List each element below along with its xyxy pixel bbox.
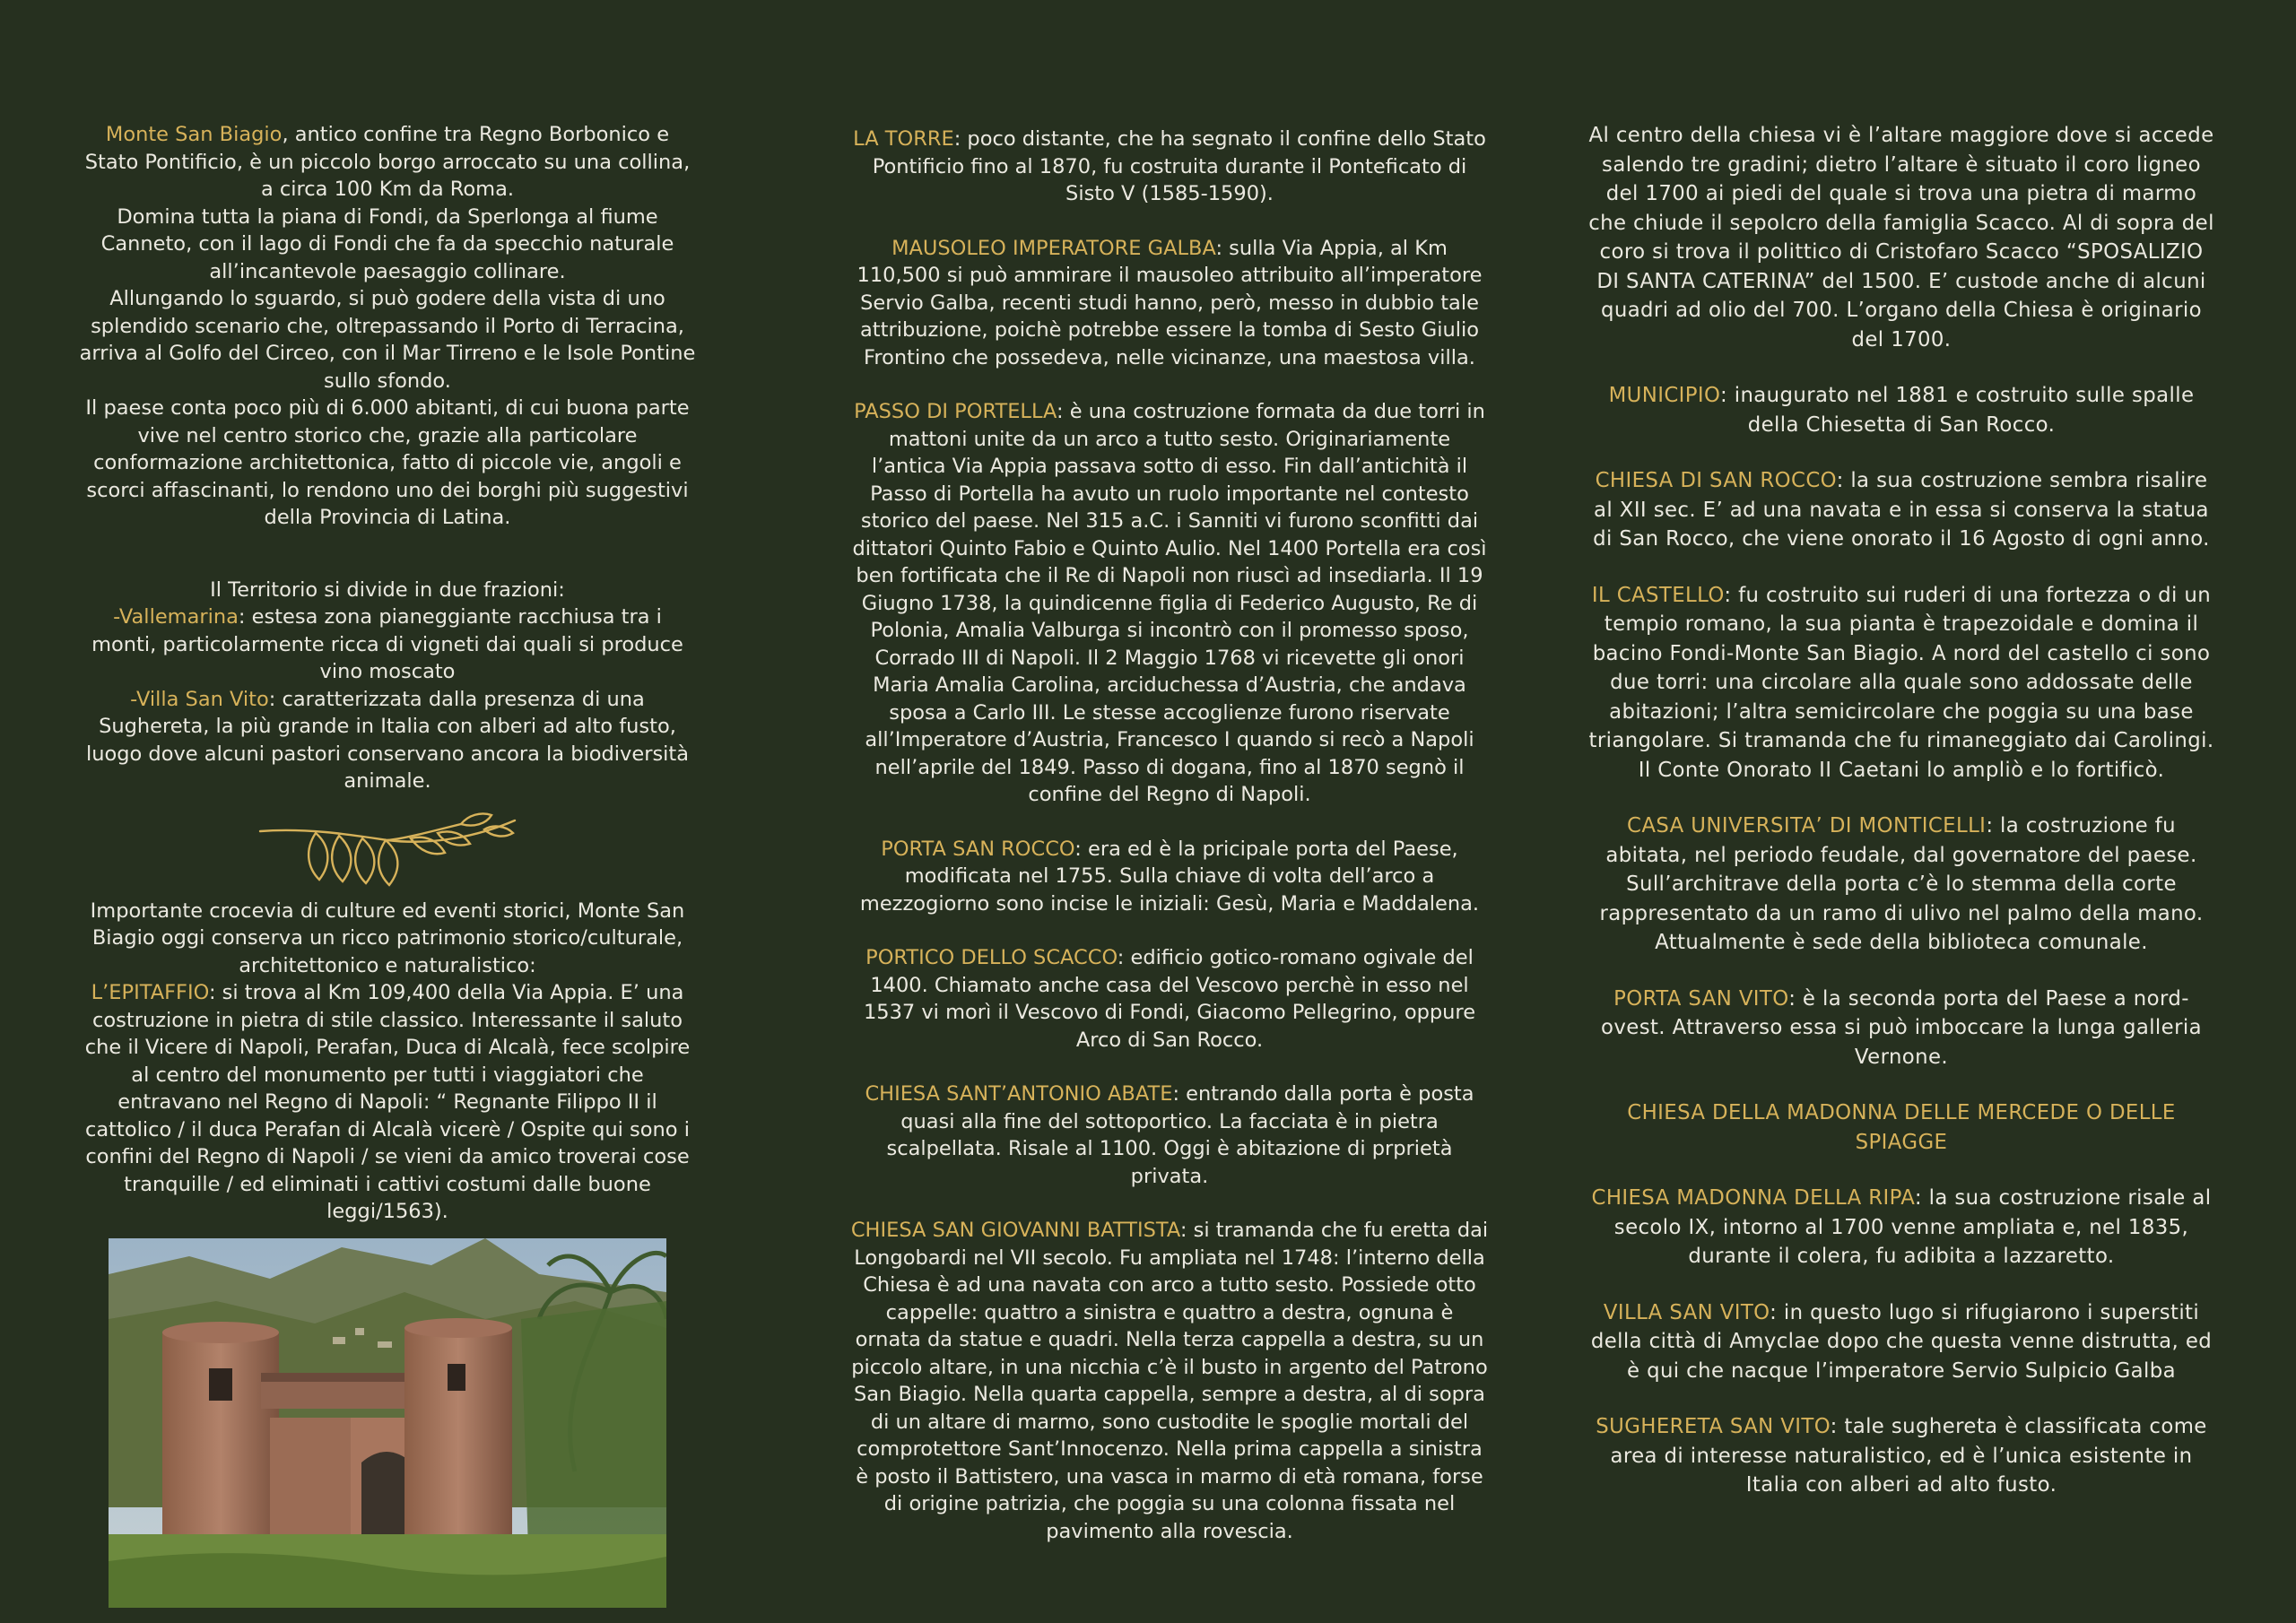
frazione-vallemarina-text: : estesa zona pianeggiante racchiusa tra i monti, particolarmente ricca di vigneti dai quali si produce vino moscato [91, 605, 683, 683]
entry-la-torre [850, 126, 1489, 208]
piana-paragraph: Domina tutta la piana di Fondi, da Sperlonga al fiume Canneto, con il lago di Fondi che fa da specchio naturale all’incantevole paesaggio collinare. [100, 204, 674, 283]
abitanti-paragraph: Il paese conta poco più di 6.000 abitanti, di cui buona parte vive nel centro storico che, grazie alla particolare conformazione architettonica, fatto di piccole vie, angoli e scorci affascinanti, lo rendono uno dei borghi più suggestivi della Provincia di Latina. [85, 396, 690, 529]
entry-casa-universita [1587, 812, 2215, 958]
entry-title: CHIESA SANT’ANTONIO ABATE [865, 1082, 1173, 1106]
frazione-vallemarina [79, 603, 696, 686]
frazione-villa-san-vito-name: -Villa San Vito [130, 687, 269, 711]
epitaffio-text: : si trova al Km 109,400 della Via Appia. E’ una costruzione in pietra di stile classico. Interessante il saluto che il Vicere di Napoli, Perafan, Duca di Alcalà, fece scolpire al centro del monumento per tutti i viaggiatori che entravano nel Regno di Napoli: “ Regnante Filippo II il cattolico / il duca Perafan di Alcalà vicerè / Ospite qui sono i confini del Regno di Napoli / se vieni da amico troverai cose tranquille / ed eliminati i cattivi costumi dalle buone leggi/1563). [84, 981, 691, 1223]
entry-title: MUNICIPIO [1608, 384, 1720, 407]
entry-title: PORTA SAN VITO [1613, 986, 1789, 1011]
entry-title: SUGHERETA SAN VITO [1596, 1415, 1831, 1438]
column-right [1587, 121, 2215, 1500]
entry-chiesa-san-giovanni [850, 1217, 1489, 1545]
entry-sughereta-san-vito [1587, 1412, 2215, 1500]
frazione-villa-san-vito [79, 686, 696, 795]
entry-chiesa-sant-antonio [850, 1081, 1489, 1190]
entry-text: : sulla Via Appia, al Km 110,500 si può ammirare il mausoleo attribuito all’imperatore Servio Galba, recenti studi hanno, però, messo in dubbio tale attribuzione, poichè potrebbe essere la tomba di Sesto Giulio Frontino che possedeva, nelle vicinanze, una maestosa villa. [857, 236, 1483, 369]
entry-title: CASA UNIVERSITA’ DI MONTICELLI [1627, 814, 1987, 838]
column-middle [850, 126, 1489, 1545]
entry-text: : poco distante, che ha segnato il confine dello Stato Pontificio fino al 1870, fu costruita durante il Ponteficato di Sisto V (1585-1590). [872, 127, 1486, 205]
entry-passo-di-portella [850, 398, 1489, 809]
territorio-heading: Il Territorio si divide in due frazioni: [210, 577, 565, 602]
entry-il-castello [1587, 581, 2215, 785]
entry-porta-san-rocco [850, 836, 1489, 918]
olive-branch-icon [253, 804, 522, 887]
entry-text: : in questo lugo si rifugiarono i superstiti della città di Amyclae dopo che questa venne distrutta, ed è qui che nacque l’imperatore Servio Sulpicio Galba [1590, 1300, 2213, 1383]
entry-text: : è una costruzione formata da due torri in mattoni unite da un arco a tutto sesto. Originariamente l’antica Via Appia passava sotto di esso. Fin dall’antichità il Passo di Portella ha avuto un ruolo importante nel contesto storico del paese. Nel 315 a.C. i Sanniti vi furono sconfitti dai dittatori Quinto Fabio e Quinto Aulio. Nel 1400 Portella era così ben fortificata che il Re di Napoli non riuscì ad insediarla. Il 19 Giugno 1738, la quindicenne figlia di Federico Augusto, Re di Polonia, Amalia Valburga si incontrò con il promesso sposo, Corrado III di Napoli. Il 2 Maggio 1768 vi ricevette gli onori Maria Amalia Carolina, arciduchessa d’Austria, che andava sposa a Carlo III. Le stesse accoglienze furono riservate all’Imperatore d’Austria, Francesco I quando si recò a Napoli nell’aprile del 1849. Passo di dogana, fino al 1870 segnò il confine del Regno di Napoli. [852, 400, 1487, 806]
entry-title: CHIESA DI SAN ROCCO [1595, 469, 1837, 492]
entry-chiesa-madonna-mercede [1587, 1098, 2215, 1157]
altare-paragraph: Al centro della chiesa vi è l’altare maggiore dove si accede salendo tre gradini; dietro l’altare è situato il coro ligneo del 1700 ai piedi del quale si trova una pietra di marmo che chiude il sepolcro della famiglia Scacco. Al di sopra del coro si trova il polittico di Cristofaro Scacco “SPOSALIZIO DI SANTA CATERINA” del 1500. E’ custode anche di alcuni quadri ad olio del 700. L’organo della Chiesa è originario del 1700. [1588, 124, 2214, 352]
entry-text: : la costruzione fu abitata, nel periodo feudale, dal governatore del paese. Sull’architrave della porta c’è lo stemma della corte rappresentato da un ramo di ulivo nel palmo della mano. Attualmente è sede della biblioteca comunale. [1599, 814, 2204, 954]
entry-title: LA TORRE [853, 127, 954, 151]
entry-text: : entrando dalla porta è posta quasi alla fine del sottoportico. La facciata è in pietra scalpellata. Risale al 1100. Oggi è abitazione di prprietà privata. [886, 1082, 1474, 1188]
entry-chiesa-san-rocco [1587, 466, 2215, 554]
entry-text: : è la seconda porta del Paese a nord-ovest. Attraverso essa si può imboccare la lunga galleria Vernone. [1601, 986, 2202, 1069]
passo-di-portella-photo [109, 1238, 666, 1608]
entry-text: : tale sughereta è classificata come area di interesse naturalistico, ed è l’unica esistente in Italia con alberi ad alto fusto. [1610, 1415, 2207, 1497]
entry-title: CHIESA SAN GIOVANNI BATTISTA [850, 1219, 1180, 1242]
entry-porta-san-vito [1587, 985, 2215, 1072]
frazione-villa-san-vito-text: : caratterizzata dalla presenza di una Sughereta, la più grande in Italia con alberi ad alto fusto, luogo dove alcuni pastori conservano ancora la biodiversità animale. [85, 687, 690, 793]
column-left [79, 121, 696, 1608]
entry-text: : si tramanda che fu eretta dai Longobardi nel VII secolo. Fu ampliata nel 1748: l’interno della Chiesa è ad una navata con arco a tutto sesto. Possiede otto cappelle: quattro a sinistra e quattro a destra, ognuna è ornata da statue e quadri. Nella terza cappella a destra, su un piccolo altare, in una nicchia c’è il busto in argento del Patrono San Biagio. Nella quarta cappella, sempre a destra, al di sopra di un altare di marmo, sono custodite le spoglie mortali del comprotettore Sant’Innocenzo. Nella prima cappella a sinistra è posto il Battistero, una vasca in marmo di età romana, forse di origine patrizia, che poggia su una colonna fissata nel pavimento alla rovescia. [851, 1219, 1489, 1543]
epitaffio-paragraph [79, 979, 696, 1226]
entry-text: : edificio gotico-romano ogivale del 1400. Chiamato anche casa del Vescovo perchè in esso nel 1537 vi morì il Vescovo di Fondi, Giacomo Pellegrino, oppure Arco di San Rocco. [863, 946, 1476, 1052]
entry-title: PORTA SAN ROCCO [881, 837, 1075, 861]
entry-title: PORTICO DELLO SCACCO [865, 946, 1118, 969]
entry-text: : la sua costruzione risale al secolo IX, intorno al 1700 venne ampliata e, nel 1835, durante il colera, fu adibita a lazzaretto. [1613, 1186, 2212, 1268]
frazione-vallemarina-name: -Vallemarina [113, 605, 239, 629]
intro-text: , antico confine tra Regno Borbonico e Stato Pontificio, è un piccolo borgo arroccato su una collina, a circa 100 Km da Roma. [84, 123, 691, 201]
entry-title: CHIESA DELLA MADONNA DELLE MERCEDE O DELLE SPIAGGE [1627, 1101, 2176, 1154]
entry-municipio [1587, 381, 2215, 439]
entry-portico-dello-scacco [850, 944, 1489, 1054]
entry-mausoleo-galba [850, 235, 1489, 372]
entry-title: IL CASTELLO [1591, 583, 1725, 607]
sguardo-paragraph: Allungando lo sguardo, si può godere della vista di uno splendido scenario che, oltrepassando il Porto di Terracina, arriva al Golfo del Circeo, con il Mar Tirreno e le Isole Pontine sullo sfondo. [79, 287, 696, 393]
entry-chiesa-madonna-ripa [1587, 1184, 2215, 1271]
entry-title: VILLA SAN VITO [1603, 1300, 1770, 1324]
entry-text: : era ed è la pricipale porta del Paese, modificata nel 1755. Sulla chiave di volta dell’arco a mezzogiorno sono incise le iniziali: Gesù, Maria e Maddalena. [859, 837, 1480, 916]
intro-name: Monte San Biagio [105, 123, 283, 146]
intro-paragraph [79, 121, 696, 204]
entry-text: : inaugurato nel 1881 e costruito sulle spalle della Chiesetta di San Rocco. [1720, 384, 2195, 437]
epitaffio-name: L’EPITAFFIO [91, 981, 209, 1004]
entry-text: : fu costruito sui ruderi di una fortezza o di un tempio romano, la sua pianta è trapezoidale e domina il bacino Fondi-Monte San Biagio. A nord del castello ci sono due torri: una circolare alla quale sono addossate delle abitazioni; l’altra semicircolare che poggia su una base triangolare. Si tramanda che fu rimaneggiato dai Carolingi. Il Conte Onorato II Caetani lo ampliò e lo fortificò. [1588, 583, 2214, 782]
entry-title: CHIESA MADONNA DELLA RIPA [1591, 1186, 1915, 1210]
crocevia-paragraph: Importante crocevia di culture ed eventi storici, Monte San Biagio oggi conserva un ricco patrimonio storico/culturale, architettonico e naturalistico: [90, 898, 685, 977]
entry-title: PASSO DI PORTELLA [854, 400, 1057, 423]
entry-text: : la sua costruzione sembra risalire al XII sec. E’ ad una navata e in essa si conserva la statua di San Rocco, che viene onorato il 16 Agosto di ogni anno. [1593, 469, 2210, 551]
entry-title: MAUSOLEO IMPERATORE GALBA [891, 236, 1216, 260]
entry-villa-san-vito [1587, 1298, 2215, 1386]
